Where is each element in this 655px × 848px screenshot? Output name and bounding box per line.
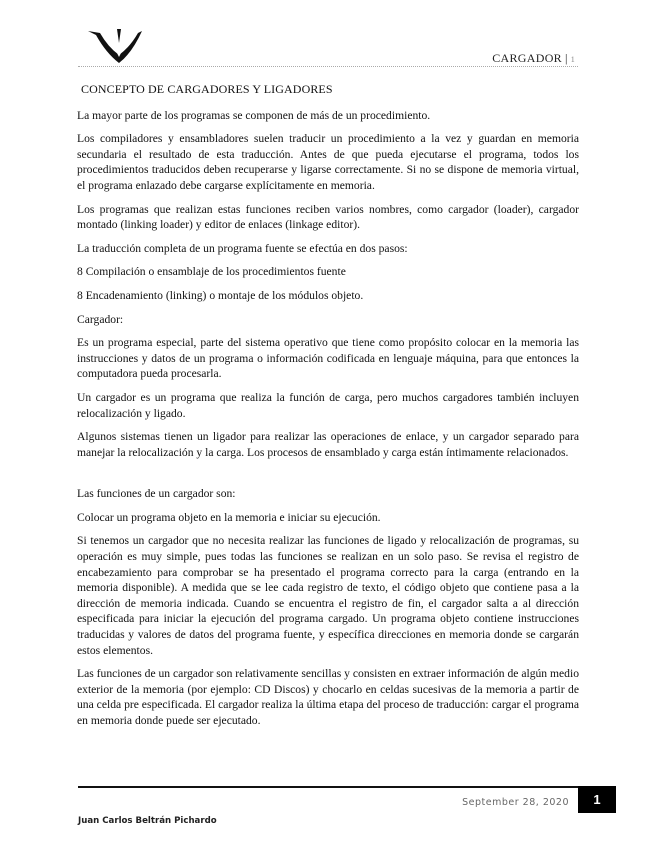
paragraph: Las funciones de un cargador son relativamente sencillas y consisten en extraer información de algún medio exterior de la memoria (por ejemplo: CD Discos) y chocarlo en celdas sucesivas de la memoria a partir de una celda pre especificada. El cargador realiza la última etapa del proceso de traducción: cargar el programa en memoria donde puede ser ejecutado. (77, 667, 579, 727)
paragraph: La traducción completa de un programa fuente se efectúa en dos pasos: (77, 241, 408, 255)
footer-page-number: 1 (578, 786, 616, 813)
paragraph: Colocar un programa objeto en la memoria e iniciar su ejecución. (77, 510, 381, 524)
paragraph: La mayor parte de los programas se componen de más de un procedimiento. (77, 108, 431, 122)
paragraph: Las funciones de un cargador son: (77, 487, 236, 501)
paragraph: Si tenemos un cargador que no necesita realizar las funciones de ligado y relocalización de programas, su operación es muy simple, pues todas las funciones se realizan en un solo paso. Se revisa el registro de encabezamiento para comprobar se ha presentado el programa correcto para la carga (entrando en la memoria disponible). A medida que se lee cada registro de texto, el código objeto que contiene pasa a la dirección de memoria indicada. Cuando se encuentra el registro de fin, el cargador salta a al dirección especificada para iniciar la ejecución del programa cargado. Un programa objeto contiene instrucciones traducidas y valores de datos del programa fuente, y específica direcciones en memoria donde se cargarán estos elementos. (77, 534, 579, 657)
paragraph: Es un programa especial, parte del sistema operativo que tiene como propósito colocar en la memoria las instrucciones y datos de un programa o información codificada en lenguaje máquina, para que entonces la computadora pueda procesarla. (77, 336, 579, 381)
section-heading: CONCEPTO DE CARGADORES Y LIGADORES (81, 82, 333, 96)
header-divider (78, 66, 578, 67)
footer-author: Juan Carlos Beltrán Pichardo (78, 816, 217, 826)
header-page-number: 1 (570, 55, 575, 64)
subheading: Cargador: (77, 312, 124, 326)
footer-divider (78, 786, 578, 788)
spacer (77, 468, 579, 486)
running-header (492, 51, 575, 66)
list-item: 8 Encadenamiento (linking) o montaje de los módulos objeto. (77, 288, 364, 302)
header-separator: | (564, 51, 568, 65)
footer-date: September 28, 2020 (462, 797, 569, 808)
document-body (77, 78, 579, 737)
paragraph: Algunos sistemas tienen un ligador para realizar las operaciones de enlace, y un cargador separado para manejar la relocalización y la carga. Los procesos de ensamblado y carga están íntimamente relacionados. (77, 430, 579, 459)
paragraph: Los compiladores y ensambladores suelen traducir un procedimiento a la vez y guardan en memoria secundaria el resultado de esta traducción. Antes de que pueda ejecutarse el programa, todos los procedimientos traducidos deben recuperarse y ligarse correctamente. Si no se dispone de memoria virtual, el programa enlazado debe cargarse explícitamente en memoria. (77, 132, 579, 192)
paragraph: Los programas que realizan estas funciones reciben varios nombres, como cargador (loader), cargador montado (linking loader) y editor de enlaces (linkage editor). (77, 202, 579, 232)
geass-logo-icon (86, 25, 152, 65)
paragraph: Un cargador es un programa que realiza la función de carga, pero muchos cargadores también incluyen relocalización y ligado. (77, 390, 579, 420)
list-item: 8 Compilación o ensamblaje de los procedimientos fuente (77, 265, 346, 279)
header-title: CARGADOR (492, 51, 562, 65)
